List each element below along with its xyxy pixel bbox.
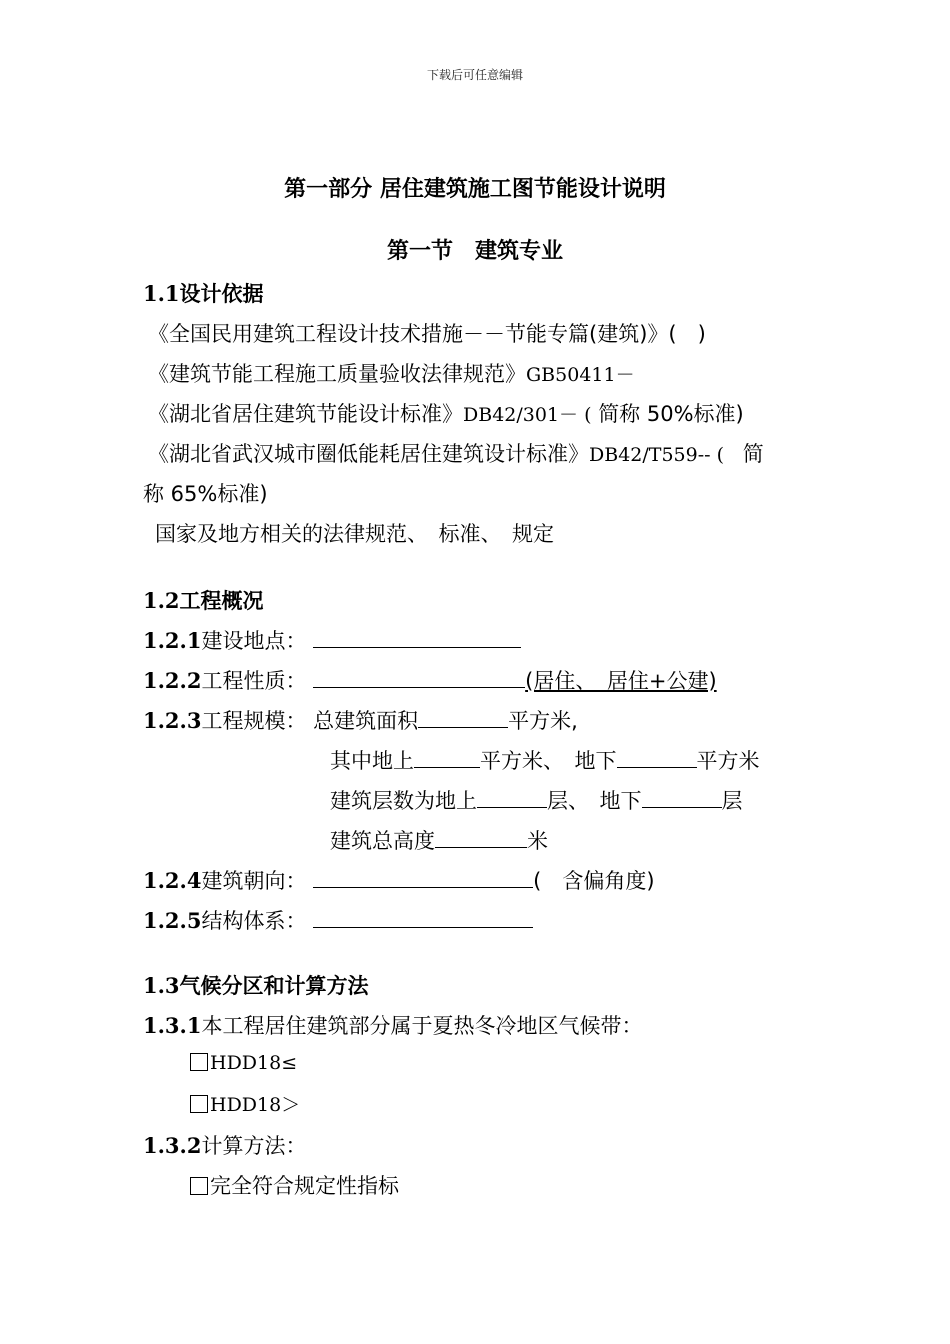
structure-blank[interactable] (313, 907, 533, 928)
height-blank[interactable] (435, 827, 527, 848)
item-1-2-3 (143, 705, 578, 735)
reference-3 (148, 398, 744, 428)
item-1-3-2 (143, 1130, 306, 1160)
option-label: 完全符合规定性指标 (210, 1174, 399, 1198)
item-label: 建筑朝向： (201, 869, 307, 893)
below-ground-area-blank[interactable] (617, 747, 697, 768)
nature-blank[interactable] (313, 667, 525, 688)
reference-title: 《湖北省居住建筑节能设计标准》 (148, 402, 463, 426)
floor-count (330, 785, 743, 815)
item-1-2-1 (143, 625, 521, 655)
height-label: 建筑总高度 (330, 829, 435, 853)
item-number: 1.2.5 (143, 908, 202, 933)
below-ground-label: 平方米、 地下 (480, 749, 617, 773)
heading-1-2 (143, 585, 264, 615)
reference-4-continued: 称 65%标准) (143, 482, 268, 506)
watermark: 下载后可任意编辑 (426, 68, 523, 82)
area-breakdown (330, 745, 760, 775)
item-label: 建设地点： (201, 629, 307, 653)
item-1-3-1 (143, 1010, 642, 1040)
section-title: 第一节 建筑专业 (386, 239, 563, 264)
reference-title: 《湖北省武汉城市圈低能耗居住建筑设计标准》 (148, 442, 589, 466)
floors-above-label: 建筑层数为地上 (330, 789, 477, 813)
above-ground-label: 其中地上 (330, 749, 414, 773)
heading-number: 1.2 (143, 588, 180, 613)
location-blank[interactable] (313, 627, 521, 648)
orientation-blank[interactable] (313, 867, 533, 888)
item-text: 计算方法： (201, 1134, 307, 1158)
option-label: HDD18＞ (210, 1094, 301, 1116)
heading-1-1 (143, 278, 264, 308)
option-label: HDD18≤ (210, 1052, 298, 1074)
floors-below-blank[interactable] (642, 787, 722, 808)
item-number: 1.2.4 (143, 868, 202, 893)
item-text: 本工程居住建筑部分属于夏热冬冷地区气候带： (201, 1014, 643, 1038)
option-hdd-le[interactable] (190, 1050, 297, 1074)
total-area-label: 总建筑面积 (313, 709, 419, 733)
checkbox[interactable] (190, 1095, 208, 1113)
heading-text: 气候分区和计算方法 (179, 974, 369, 998)
heading-number: 1.1 (143, 281, 180, 306)
reference-note: 简称 50%标准) (598, 402, 744, 426)
item-label: 结构体系： (201, 909, 307, 933)
reference-code: DB42/T559-- ( (589, 444, 725, 466)
item-label: 工程性质： (201, 669, 307, 693)
nature-note: (居住、 居住+公建) (525, 669, 717, 693)
reference-title: 《建筑节能工程施工质量验收法律规范》 (148, 362, 526, 386)
floors-below-label: 层、 地下 (547, 789, 642, 813)
item-1-2-2 (143, 665, 717, 695)
item-number: 1.3.1 (143, 1013, 202, 1038)
above-ground-area-blank[interactable] (414, 747, 480, 768)
floors-above-blank[interactable] (477, 787, 547, 808)
reference-1: 《全国民用建筑工程设计技术措施－－节能专篇(建筑)》( ) (148, 322, 706, 346)
heading-number: 1.3 (143, 973, 180, 998)
reference-code: DB42/301－ ( (463, 404, 592, 426)
heading-1-3 (143, 970, 369, 1000)
item-label: 工程规模： (201, 709, 307, 733)
reference-4 (148, 438, 764, 468)
heading-text: 工程概况 (179, 589, 264, 613)
option-prescriptive[interactable] (190, 1170, 399, 1200)
item-number: 1.2.2 (143, 668, 202, 693)
item-number: 1.3.2 (143, 1133, 202, 1158)
checkbox[interactable] (190, 1177, 208, 1195)
area-unit: 平方米 (696, 749, 760, 773)
orientation-note: ( 含偏角度) (533, 869, 655, 893)
item-1-2-5 (143, 905, 533, 935)
reference-2 (148, 358, 635, 388)
total-area-blank[interactable] (418, 707, 508, 728)
height-unit: 米 (527, 829, 548, 853)
reference-note: 简 (742, 442, 764, 466)
page-title: 第一部分 居住建筑施工图节能设计说明 (284, 177, 666, 202)
item-number: 1.2.1 (143, 628, 202, 653)
heading-text: 设计依据 (179, 282, 264, 306)
building-height (330, 825, 548, 855)
item-1-2-4 (143, 865, 655, 895)
option-hdd-gt[interactable] (190, 1090, 300, 1117)
floor-unit: 层 (721, 789, 743, 813)
checkbox[interactable] (190, 1053, 208, 1071)
reference-5: 国家及地方相关的法律规范、 标准、 规定 (155, 522, 554, 546)
total-area-unit: 平方米, (508, 709, 578, 733)
reference-code: GB50411－ (526, 364, 635, 386)
item-number: 1.2.3 (143, 708, 202, 733)
